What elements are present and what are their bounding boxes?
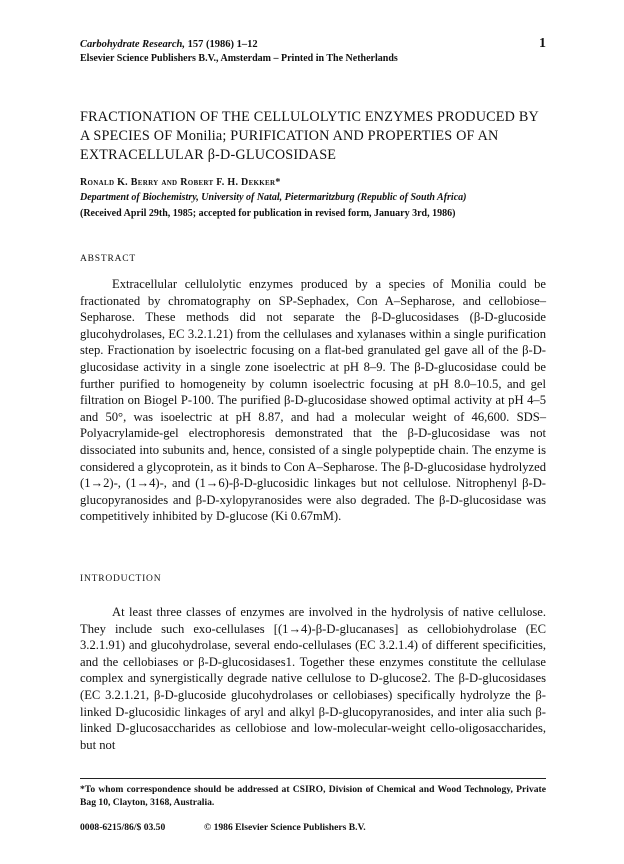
abstract-heading: ABSTRACT	[80, 254, 137, 264]
introduction-text: At least three classes of enzymes are involved in the hydrolysis of native cellulose. They include such exo-cellulases [(1→4)-β-D-glucanases] as cellobiohydrolase (EC 3.2.1.91) and glucohydrolase, several endo-cellulases (EC 3.2.1.4) of different specificities, and the cellobiases or β-D-glucosidases1. Together these enzymes constitute the cellulase complex and synergistically degrade native cellulose to D-glucose2. The β-D-glucosidases (EC 3.2.1.21, β-D-glucoside glucohydrolases or cellobiases) specifically hydrolyze the β-linked D-glucosidic linkages of aryl and alkyl β-D-glucopyranosides, and inter alia such β-linked D-glucosaccharides as cellobiose and low-molecular-weight cello-oligosaccharides, but not	[80, 605, 546, 752]
footnote-divider	[80, 778, 546, 779]
correspondence-footnote: *To whom correspondence should be addressed at CSIRO, Division of Chemical and Wood Technology, Private Bag 10, Clayton, 3168, Australia.	[80, 784, 546, 808]
publisher-line: Elsevier Science Publishers B.V., Amsterdam – Printed in The Netherlands	[80, 53, 398, 64]
journal-header	[80, 38, 550, 65]
article-title: FRACTIONATION OF THE CELLULOLYTIC ENZYMES PRODUCED BY A SPECIES OF Monilia; PURIFICATION AND PROPERTIES OF AN EXTRACELLULAR β-D-GLUCOSIDASE	[80, 109, 539, 163]
affiliation: Department of Biochemistry, University of Natal, Pietermaritzburg (Republic of South Africa)	[80, 192, 467, 203]
introduction-heading: INTRODUCTION	[80, 574, 162, 584]
copyright-notice: © 1986 Elsevier Science Publishers B.V.	[204, 822, 366, 833]
journal-issue: 157 (1986) 1–12	[185, 39, 258, 50]
journal-name: Carbohydrate Research,	[80, 39, 185, 50]
received-dates: (Received April 29th, 1985; accepted for publication in revised form, January 3rd, 1986)	[80, 208, 456, 219]
page-number: 1	[539, 36, 546, 51]
issn-price: 0008-6215/86/$ 03.50	[80, 822, 166, 833]
authors: Ronald K. Berry and Robert F. H. Dekker*	[80, 177, 281, 188]
abstract-text: Extracellular cellulolytic enzymes produced by a species of Monilia could be fractionated by chromatography on SP-Sephadex, Con A–Sepharose, and cellobiose–Sepharose. These methods did not separate the β-D-glucosidases (β-D-glucoside glucohydrolases, EC 3.2.1.21) from the cellulases and xylanases within a single purification step. Fractionation by isoelectric focusing on a flat-bed granulated gel gave all of the β-D-glucosidase activity in a single zone isoelectric at pH 8–9. The β-D-glucosidase could be further purified to homogeneity by column isoelectric focusing at pH 8.0–10.5, and gel filtration on Biogel P-100. The purified β-D-glucosidase showed optimal activity at pH 4–5 and 50°, was isoelectric at pH 8.87, and had a molecular weight of 46,600. SDS–Polyacrylamide-gel electrophoresis demonstrated that the β-D-glucosidase was not dissociated into subunits and, hence, consisted of a single polypeptide chain. The enzyme is considered a glycoprotein, as it binds to Con A–Sepharose. The β-D-glucosidase hydrolyzed (1→2)-, (1→4)-, and (1→6)-β-D-glucosidic linkages but not cellulose. Nitrophenyl β-D-glucopyranosides and β-D-xylopyranosides were also degraded. The β-D-glucosidase was competitively inhibited by D-glucose (Ki 0.67mM).	[80, 277, 546, 524]
